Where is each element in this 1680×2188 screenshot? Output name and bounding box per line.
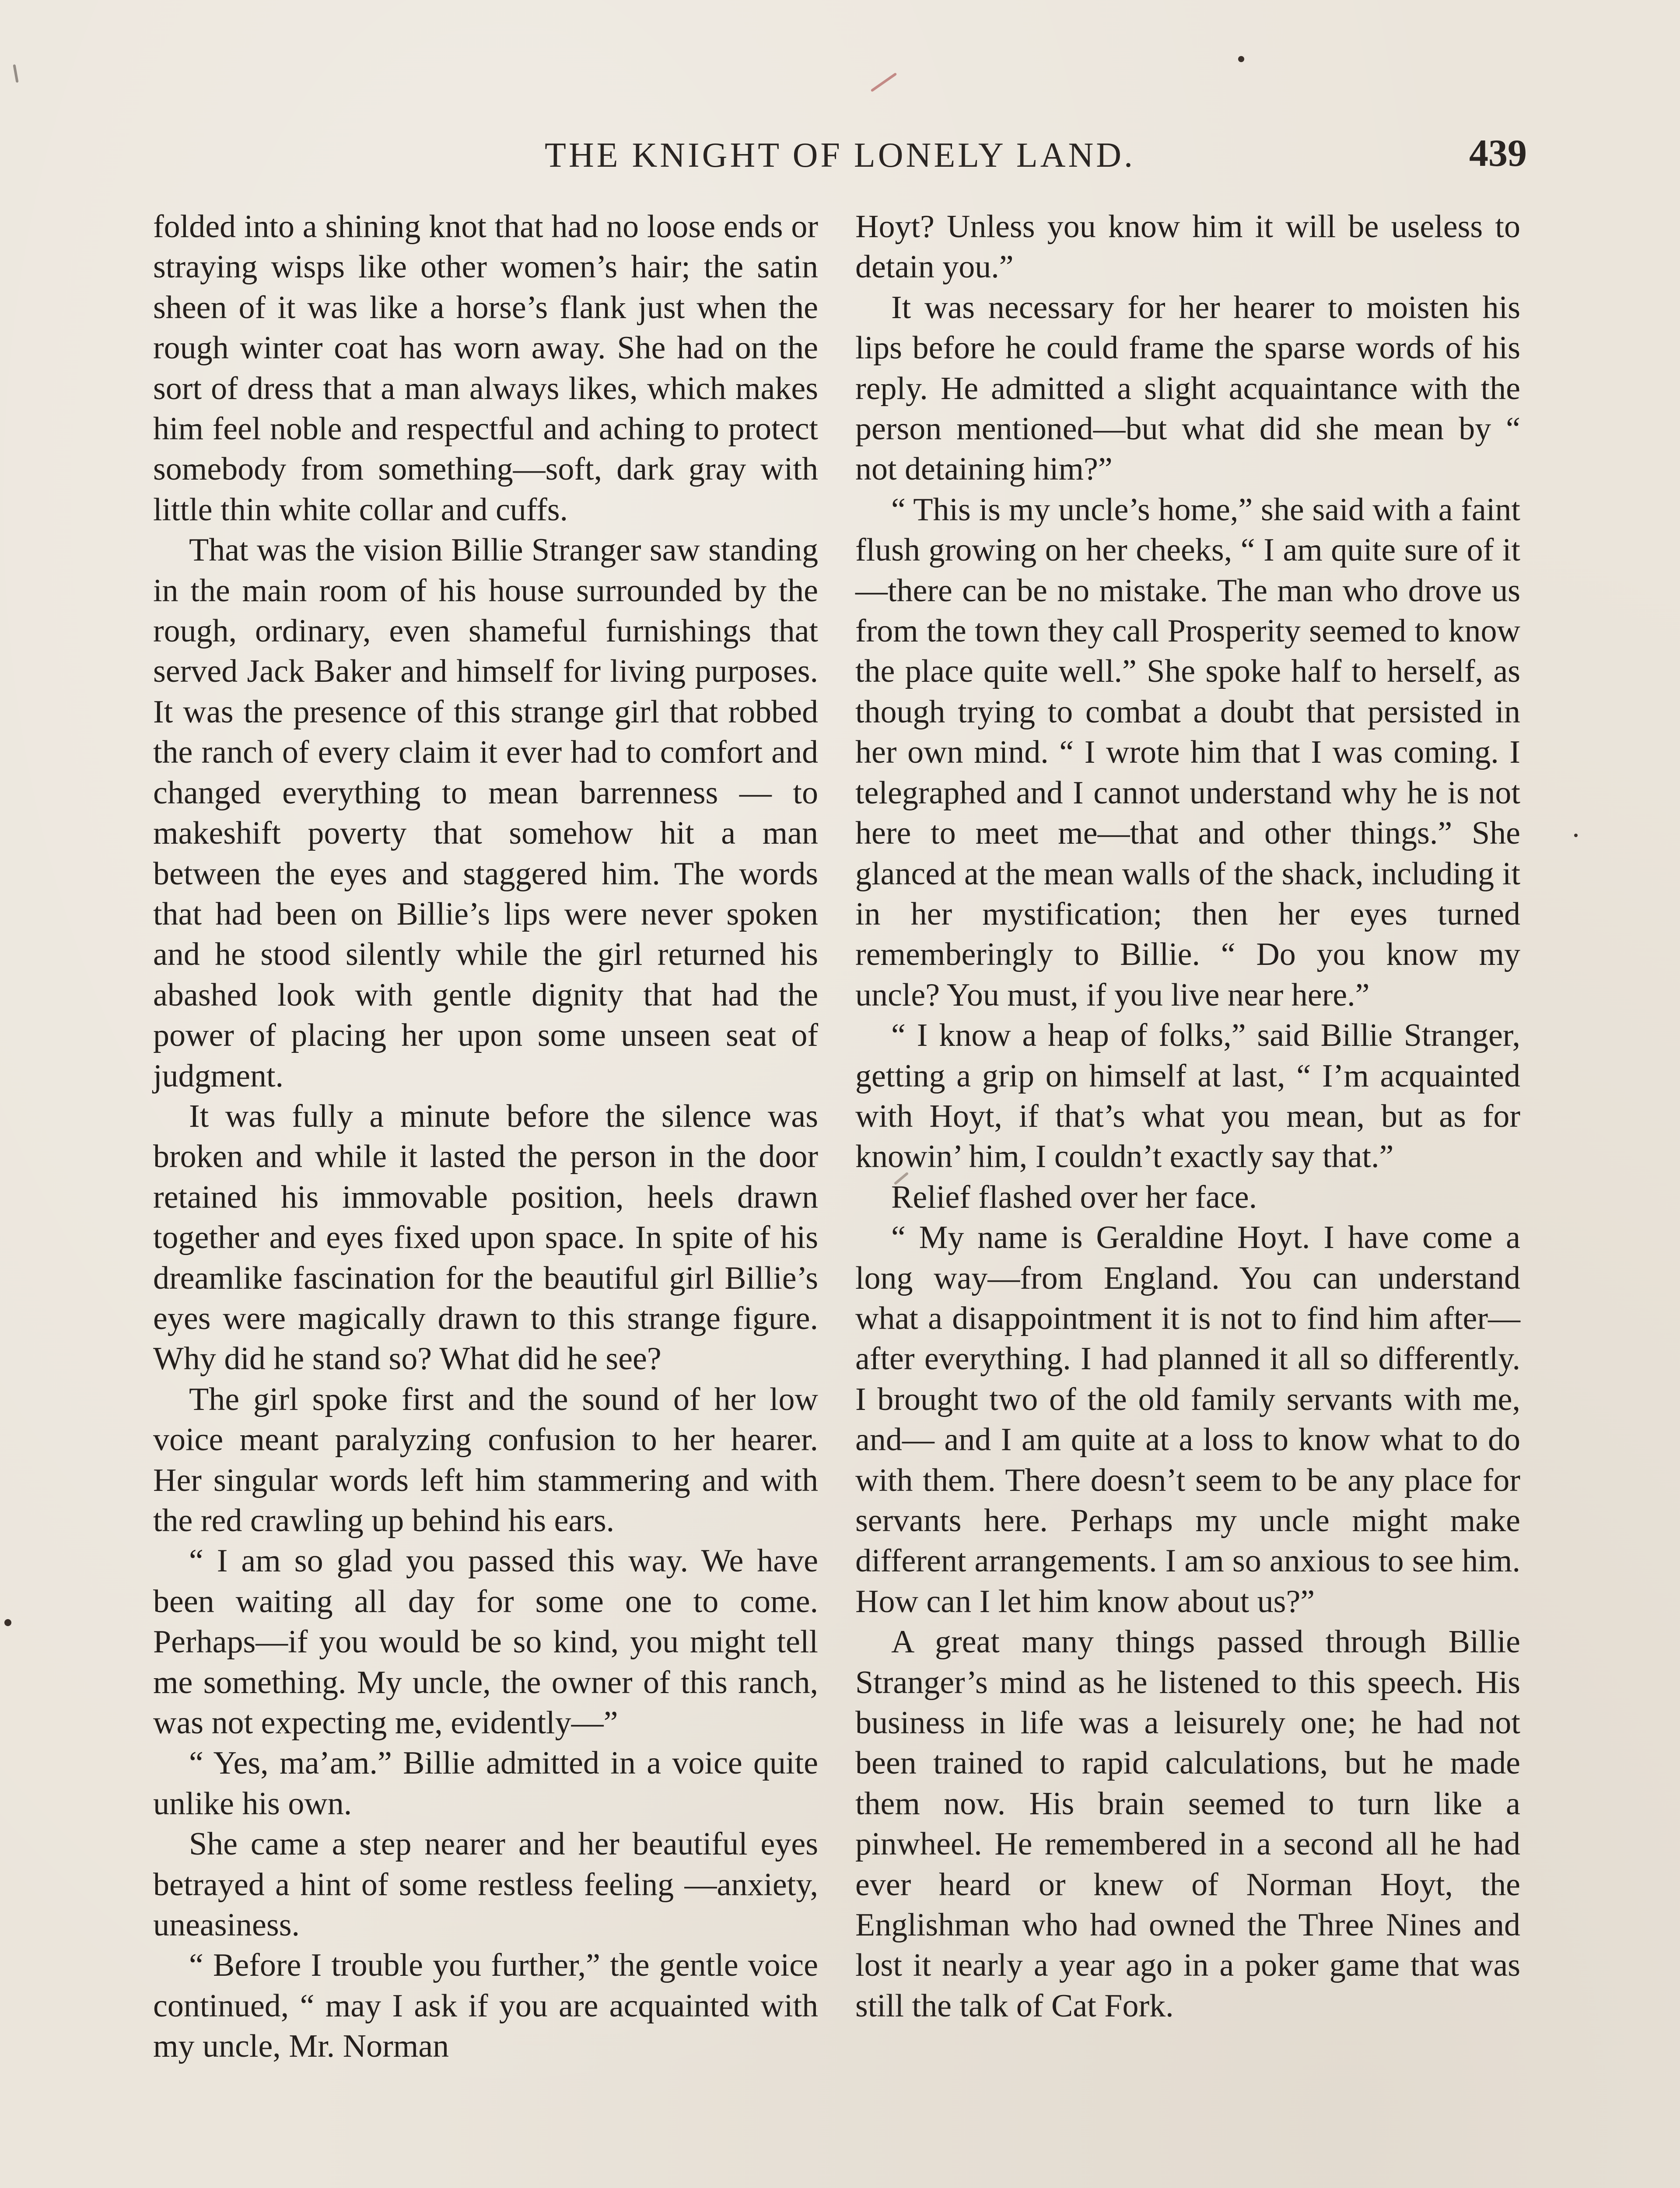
paragraph: She came a step nearer and her beautiful eyes betrayed a hint of some restless feeling —anxiety, uneasiness.: [153, 1826, 818, 1943]
paragraph: “ Before I trouble you further,” the gentle voice continued, “ may I ask if you are acquainted with my uncle, Mr. Norman: [153, 1947, 818, 2065]
paragraph: It was fully a minute before the silence was broken and while it lasted the person in the door retained his immovable position, heels drawn together and eyes fixed upon space. In spite of his dreamlike fascination for the beautiful girl Billie’s eyes were magically drawn to this strange figure. Why did he stand so? What did he see?: [153, 1098, 818, 1377]
paragraph: “ I am so glad you passed this way. We have been waiting all day for some one to come. Perhaps—if you would be so kind, you might tell me something. My uncle, the owner of this ranch, was not expecting me, evidently—”: [153, 1543, 818, 1741]
paper-scratch: [871, 72, 897, 92]
paragraph: “ Yes, ma’am.” Billie admitted in a voice quite unlike his own.: [153, 1745, 818, 1822]
paper-scratch: [13, 64, 18, 83]
right-column: [855, 207, 1520, 2026]
paper-speck: [1574, 834, 1578, 837]
paragraph: folded into a shining knot that had no loose ends or straying wisps like other women’s hair; the satin sheen of it was like a horse’s flank just when the rough winter coat has worn away. She had on the sort of dress that a man always likes, which makes him feel noble and respectful and aching to protect somebody from something—soft, dark gray with little thin white collar and cuffs.: [153, 209, 818, 528]
paragraph: “ My name is Geraldine Hoyt. I have come a long way—from England. You can understand what a disappointment it is not to find him after—after everything. I had planned it all so differently. I brought two of the old family servants with me, and— and I am quite at a loss to know what to do with them. There doesn’t seem to be any place for servants here. Perhaps my uncle might make different arrangements. I am so anxious to see him. How can I let him know about us?”: [855, 1220, 1520, 1620]
paragraph: “ I know a heap of folks,” said Billie Stranger, getting a grip on himself at last, “ I’m acquainted with Hoyt, if that’s what you mean, but as for knowin’ him, I couldn’t exactly say that.”: [855, 1017, 1520, 1175]
paragraph: Hoyt? Unless you know him it will be useless to detain you.”: [855, 209, 1520, 285]
paragraph: That was the vision Billie Stranger saw standing in the main room of his house surrounded by the rough, ordinary, even shameful furnishings that served Jack Baker and himself for living purposes. It was the presence of this strange girl that robbed the ranch of every claim it ever had to comfort and changed everything to mean barrenness — to makeshift poverty that somehow hit a man between the eyes and staggered him. The words that had been on Billie’s lips were never spoken and he stood silently while the girl returned his abashed look with gentle dignity that had the power of placing her upon some unseen seat of judgment.: [153, 532, 818, 1094]
paragraph: A great many things passed through Billie Stranger’s mind as he listened to this speech. His business in life was a leisurely one; he had not been trained to rapid calculations, but he made them now. His brain seemed to turn like a pinwheel. He remembered in a second all he had ever heard or knew of Norman Hoyt, the Englishman who had owned the Three Nines and lost it nearly a year ago in a poker game that was still the talk of Cat Fork.: [855, 1624, 1520, 2024]
running-title: THE KNIGHT OF LONELY LAND.: [544, 136, 1136, 175]
paragraph: Relief flashed over her face.: [891, 1179, 1257, 1215]
paragraph: It was necessary for her hearer to moisten his lips before he could frame the sparse words of his reply. He admitted a slight acquaintance with the person mentioned—but what did she mean by “ not detaining him?”: [855, 289, 1520, 487]
paper-speck: [1238, 56, 1244, 62]
paragraph: The girl spoke first and the sound of her low voice meant paralyzing confusion to her hearer. Her singular words left him stammering and with the red crawling up behind his ears.: [153, 1381, 818, 1539]
page-number: 439: [1469, 132, 1527, 175]
page-header: [153, 131, 1527, 179]
left-column: [153, 207, 818, 2067]
paper-speck: [4, 1619, 11, 1626]
paragraph: “ This is my uncle’s home,” she said with a faint flush growing on her cheeks, “ I am quite sure of it—there can be no mistake. The man who drove us from the town they call Prosperity seemed to know the place quite well.” She spoke half to herself, as though trying to combat a doubt that persisted in her own mind. “ I wrote him that I was coming. I telegraphed and I cannot understand why he is not here to meet me—that and other things.” She glanced at the mean walls of the shack, including it in her mystification; then her eyes turned rememberingly to Billie. “ Do you know my uncle? You must, if you live near here.”: [855, 491, 1520, 1013]
